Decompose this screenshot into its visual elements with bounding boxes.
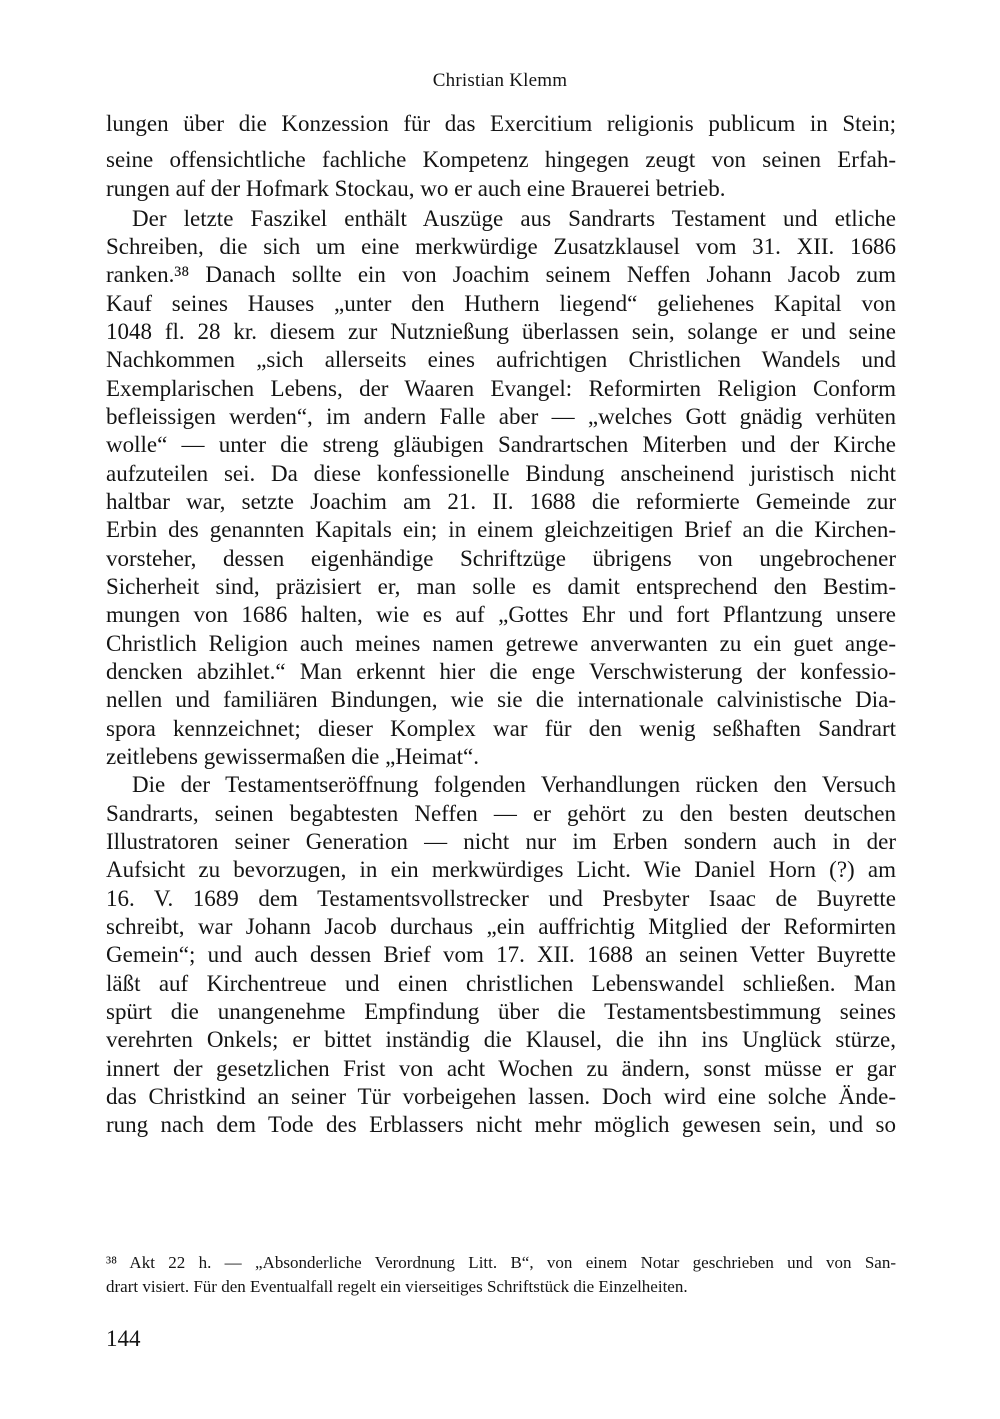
body-line: vorsteher, dessen eigenhändige Schriftzüge übrigens von ungebrochener <box>106 546 896 571</box>
body-line: mungen von 1686 halten, wie es auf „Gottes Ehr und fort Pflantzung unsere <box>106 602 896 627</box>
body-line: Der letzte Faszikel enthält Auszüge aus Sandrarts Testament und etliche <box>132 206 896 231</box>
body-line: 16. V. 1689 dem Testamentsvollstrecker und Presbyter Isaac de Buyrette <box>106 886 896 911</box>
body-line: nellen und familiären Bindungen, wie sie die internationale calvinistische Dia- <box>106 687 896 712</box>
body-line: seine offensichtliche fachliche Kompetenz hingegen zeugt von seinen Erfah- <box>106 147 896 172</box>
body-line: haltbar war, setzte Joachim am 21. II. 1688 die reformierte Gemeinde zur <box>106 489 896 514</box>
body-line: spora kennzeichnet; dieser Komplex war für den wenig seßhaften Sandrart <box>106 716 896 741</box>
body-line: Sandrarts, seinen begabtesten Neffen — er gehört zu den besten deutschen <box>106 801 896 826</box>
body-line: Aufsicht zu bevorzugen, in ein merkwürdiges Licht. Wie Daniel Horn (?) am <box>106 857 896 882</box>
body-line: Erbin des genannten Kapitals ein; in einem gleichzeitigen Brief an die Kirchen- <box>106 517 896 542</box>
page-number: 144 <box>106 1326 141 1351</box>
body-line: Kauf seines Hauses „unter den Huthern liegend“ geliehenes Kapital von <box>106 291 896 316</box>
body-line: zeitlebens gewissermaßen die „Heimat“. <box>106 744 479 769</box>
body-line: rungen auf der Hofmark Stockau, wo er auch eine Brauerei betrieb. <box>106 176 726 201</box>
footnote-line: ³⁸ Akt 22 h. — „Absonderliche Verordnung Litt. B“, von einem Notar geschrieben und von San- <box>106 1253 896 1272</box>
body-line: rung nach dem Tode des Erblassers nicht mehr möglich gewesen sein, und so <box>106 1112 896 1137</box>
body-line: verehrten Onkels; er bittet inständig die Klausel, die ihn ins Unglück stürze, <box>106 1027 896 1052</box>
body-line: Die der Testamentseröffnung folgenden Verhandlungen rücken den Versuch <box>132 772 896 797</box>
body-line: dencken abzihlet.“ Man erkennt hier die enge Verschwisterung der konfessio- <box>106 659 896 684</box>
body-line: das Christkind an seiner Tür vorbeigehen lassen. Doch wird eine solche Ände- <box>106 1084 896 1109</box>
body-line: Sicherheit sind, präzisiert er, man solle es damit entsprechend den Bestim- <box>106 574 896 599</box>
body-line: spürt die unangenehme Empfindung über die Testamentsbestimmung seines <box>106 999 896 1024</box>
body-line: Nachkommen „sich allerseits eines aufrichtigen Christlichen Wandels und <box>106 347 896 372</box>
body-line: Illustratoren seiner Generation — nicht nur im Erben sondern auch in der <box>106 829 896 854</box>
body-line: Exemplarischen Lebens, der Waaren Evangel: Reformirten Religion Conform <box>106 376 896 401</box>
body-line: innert der gesetzlichen Frist von acht Wochen zu ändern, sonst müsse er gar <box>106 1056 896 1081</box>
body-line: wolle“ — unter die streng gläubigen Sandrartschen Miterben und der Kirche <box>106 432 896 457</box>
body-line: Christlich Religion auch meines namen getrewe anverwanten zu ein guet ange- <box>106 631 896 656</box>
body-line: ranken.³⁸ Danach sollte ein von Joachim seinem Neffen Johann Jacob zum <box>106 262 896 287</box>
running-head: Christian Klemm <box>432 70 568 91</box>
body-line: Gemein“; und auch dessen Brief vom 17. XII. 1688 an seinen Vetter Buyrette <box>106 942 896 967</box>
body-line: befleissigen werden“, im andern Falle aber — „welches Gott gnädig verhüten <box>106 404 896 429</box>
body-line: 1048 fl. 28 kr. diesem zur Nutznießung überlassen sein, solange er und seine <box>106 319 896 344</box>
body-line: schreibt, war Johann Jacob durchaus „ein auffrichtig Mitglied der Reformirten <box>106 914 896 939</box>
body-line: läßt auf Kirchentreue und einen christlichen Lebenswandel schließen. Man <box>106 971 896 996</box>
body-line: aufzuteilen sei. Da diese konfessionelle Bindung anscheinend juristisch nicht <box>106 461 896 486</box>
footnote-line: drart visiert. Für den Eventualfall regelt ein vierseitiges Schriftstück die Einzelheiten. <box>106 1277 688 1296</box>
body-line: Schreiben, die sich um eine merkwürdige Zusatzklausel vom 31. XII. 1686 <box>106 234 896 259</box>
body-line: lungen über die Konzession für das Exercitium religionis publicum in Stein; <box>106 111 896 136</box>
